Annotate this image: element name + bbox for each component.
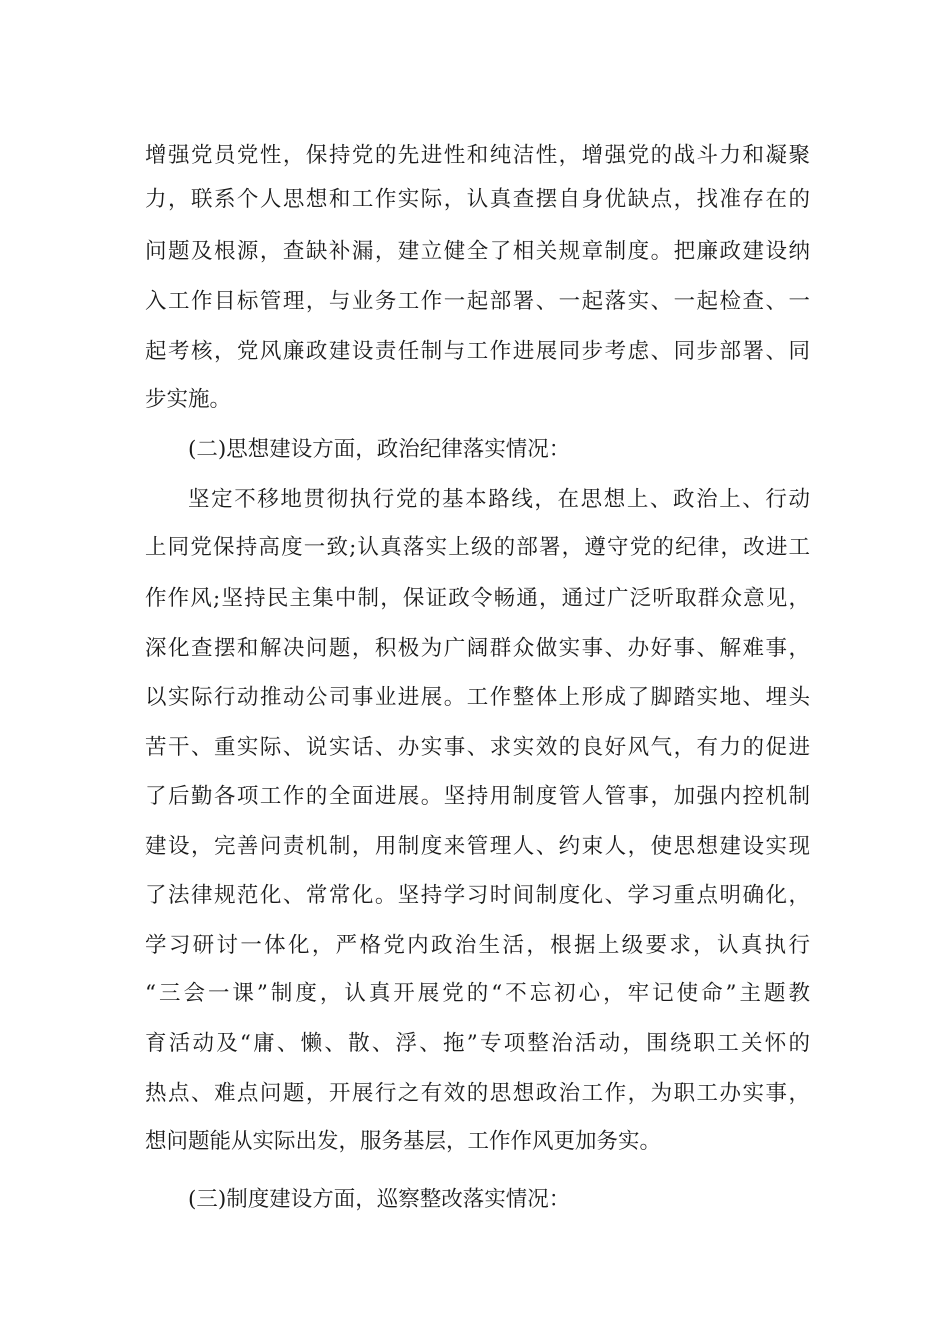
text-line: 热点、难点问题，开展行之有效的思想政治工作，为职工办实事，	[145, 1081, 810, 1106]
text-line: 问题及根源，查缺补漏，建立健全了相关规章制度。把廉政建设纳	[145, 239, 810, 264]
text-line: 了法律规范化、常常化。坚持学习时间制度化、学习重点明确化，	[145, 883, 810, 908]
text-line: 步实施。	[145, 387, 232, 412]
text-line: 育活动及“庸、懒、散、浮、拖”专项整治活动，围绕职工关怀的	[145, 1031, 810, 1056]
text-line: 入工作目标管理，与业务工作一起部署、一起落实、一起检查、一	[145, 289, 810, 314]
text-line: 上同党保持高度一致;认真落实上级的部署，遵守党的纪律，改进工	[145, 535, 810, 560]
text-line: 想问题能从实际出发，服务基层，工作作风更加务实。	[145, 1129, 662, 1154]
text-line: “三会一课”制度，认真开展党的“不忘初心，牢记使命”主题教	[145, 981, 810, 1006]
text-line: 建设，完善问责机制，用制度来管理人、约束人，使思想建设实现	[145, 834, 810, 859]
text-line: 起考核，党风廉政建设责任制与工作进展同步考虑、同步部署、同	[145, 339, 810, 364]
section-heading: (二)思想建设方面，政治纪律落实情况：	[188, 437, 571, 462]
text-line: 苦干、重实际、说实话、办实事、求实效的良好风气，有力的促进	[145, 735, 810, 760]
section-heading: (三)制度建设方面，巡察整改落实情况：	[188, 1187, 571, 1212]
text-line: 深化查摆和解决问题，积极为广阔群众做实事、办好事、解难事，	[145, 636, 810, 661]
text-line: 了后勤各项工作的全面进展。坚持用制度管人管事，加强内控机制	[145, 784, 810, 809]
text-line: 以实际行动推动公司事业进展。工作整体上形成了脚踏实地、埋头	[145, 685, 810, 710]
text-line: 作作风;坚持民主集中制，保证政令畅通，通过广泛听取群众意见，	[145, 586, 810, 611]
text-line: 坚定不移地贯彻执行党的基本路线，在思想上、政治上、行动	[188, 487, 810, 512]
text-line: 增强党员党性，保持党的先进性和纯洁性，增强党的战斗力和凝聚	[145, 143, 810, 168]
text-line: 学习研讨一体化，严格党内政治生活，根据上级要求，认真执行	[145, 933, 810, 958]
text-line: 力，联系个人思想和工作实际，认真查摆自身优缺点，找准存在的	[145, 187, 810, 212]
